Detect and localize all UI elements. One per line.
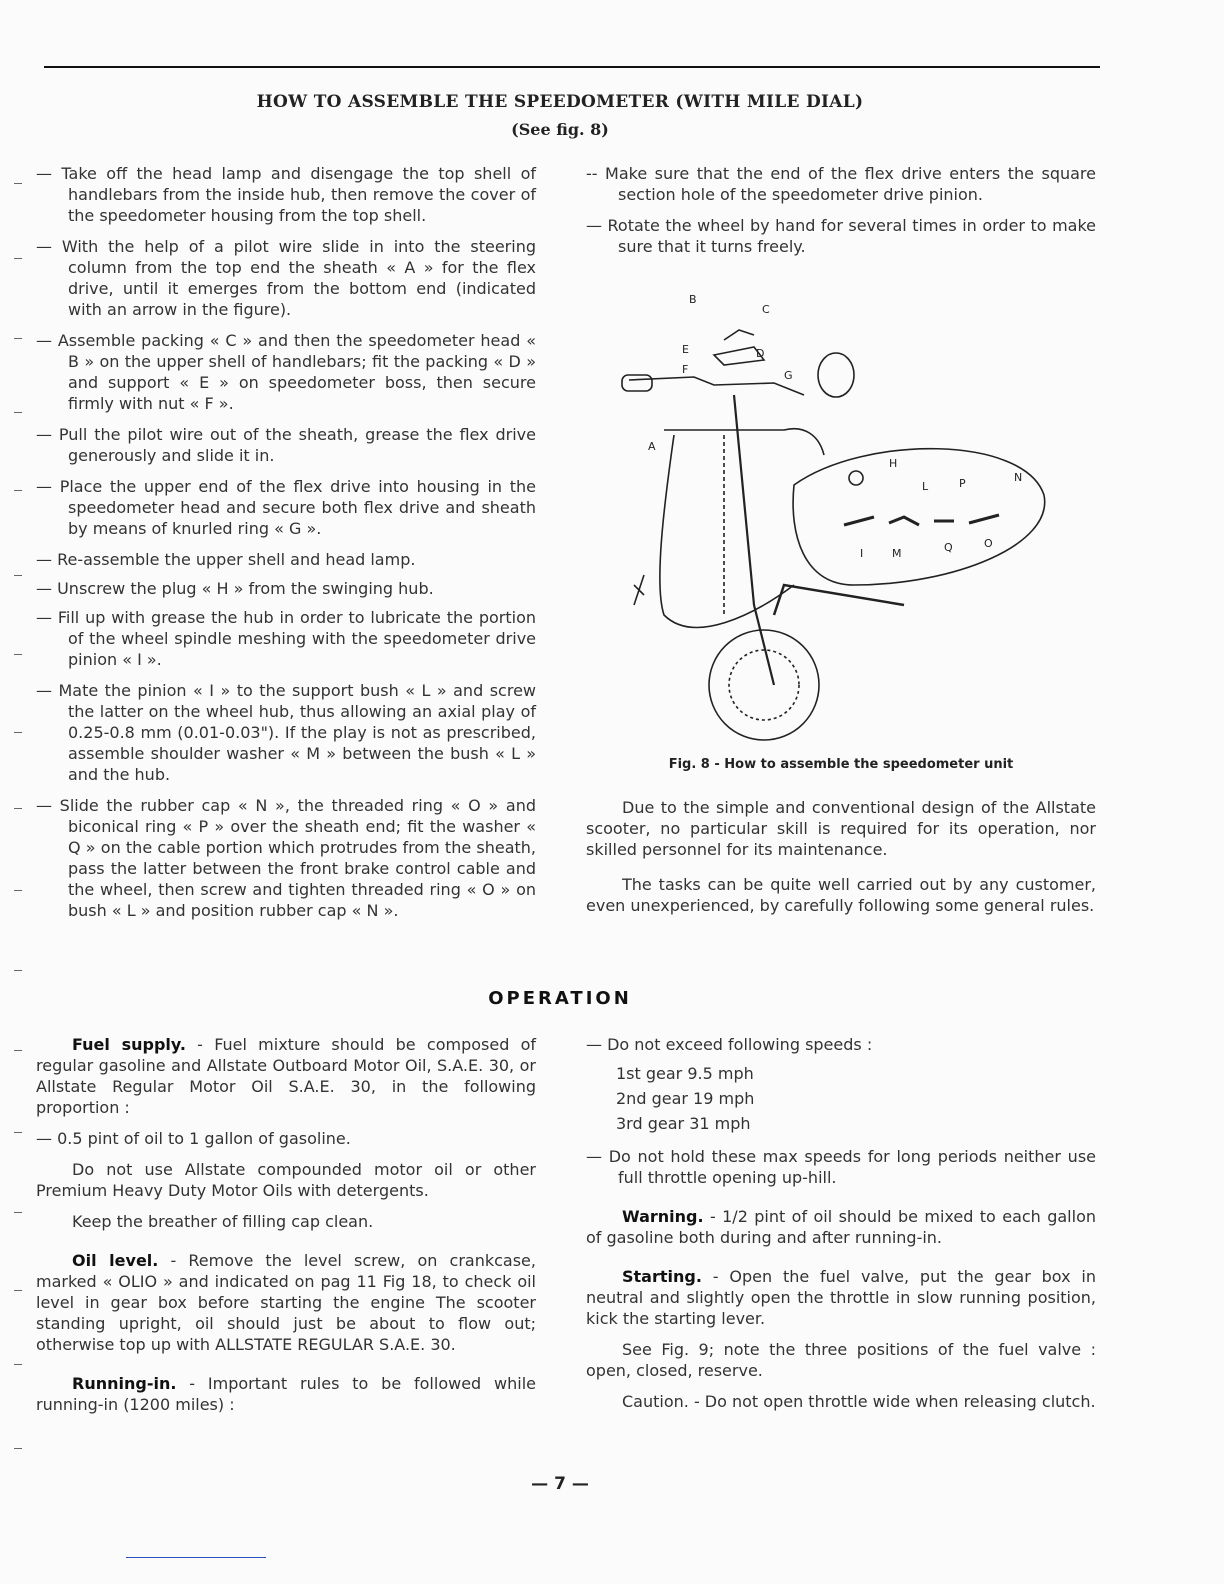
- breather-note: Keep the breather of filling cap clean.: [72, 1212, 374, 1231]
- caution-note: Caution. - Do not open throttle wide when releasing clutch.: [622, 1392, 1096, 1411]
- figure-label: G: [784, 369, 793, 382]
- assembly-step: — With the help of a pilot wire slide in into the steering column from the top end the sheath « A » for the flex drive, until it emerges from the bottom end (indicated with an arrow in the figure).: [36, 237, 536, 319]
- max-speeds-note: — Do not hold these max speeds for long periods neither use full throttle opening up-hill.: [586, 1147, 1096, 1187]
- fuel-supply-title: Fuel supply.: [72, 1035, 186, 1054]
- warning-text: - 1/2 pint of oil should be mixed to each gallon of gasoline both during and after running-in.: [586, 1207, 1096, 1247]
- figure-label: M: [892, 547, 902, 560]
- figure-label: H: [889, 457, 898, 470]
- intro-paragraph: The tasks can be quite well carried out by any customer, even unexperienced, by carefully following some general rules.: [586, 875, 1096, 915]
- assembly-step: — Pull the pilot wire out of the sheath, grease the flex drive generously and slide it in.: [36, 425, 536, 465]
- page-title: HOW TO ASSEMBLE THE SPEEDOMETER (WITH MILE DIAL): [256, 92, 864, 112]
- figure-label: C: [762, 303, 770, 316]
- figure-label: B: [689, 293, 697, 306]
- assembly-step: — Fill up with grease the hub in order to lubricate the portion of the wheel spindle meshing with the speedometer drive pinion « I ».: [36, 608, 536, 669]
- margin-mark: [14, 338, 22, 339]
- assembly-step: — Mate the pinion « I » to the support bush « L » and screw the latter on the wheel hub, thus allowing an axial play of 0.25-0.8 mm (0.01-0.03"). If the play is not as prescribed, assemble shoulder washer « M » between the bush « L » and the hub.: [36, 681, 536, 784]
- starting-text: - Open the fuel valve, put the gear box in neutral and slightly open the throttle in slow running position, kick the starting lever.: [586, 1267, 1096, 1328]
- margin-mark: [14, 970, 22, 971]
- figure-label: Q: [944, 541, 953, 554]
- running-in-text: - Important rules to be followed while running-in (1200 miles) :: [36, 1374, 536, 1414]
- figure-label: L: [922, 480, 929, 493]
- assembly-step: — Re-assemble the upper shell and head lamp.: [36, 550, 416, 569]
- intro-paragraph: Due to the simple and conventional design of the Allstate scooter, no particular skill is required for its operation, nor skilled personnel for its maintenance.: [586, 798, 1096, 859]
- running-in-title: Running-in.: [72, 1374, 177, 1393]
- speed-item: 2nd gear 19 mph: [616, 1089, 755, 1108]
- figure-label: I: [860, 547, 864, 560]
- warning-paragraph: [586, 1206, 1096, 1248]
- operation-right-column: [586, 1034, 1096, 1422]
- margin-mark: [14, 1050, 22, 1051]
- warning-title: Warning.: [622, 1207, 704, 1226]
- figure-label: O: [984, 537, 993, 550]
- figure-label: F: [682, 363, 689, 376]
- fuel-note: Do not use Allstate compounded motor oil or other Premium Heavy Duty Motor Oils with detergents.: [36, 1160, 536, 1200]
- figure-label: E: [682, 343, 689, 356]
- assembly-step: — Slide the rubber cap « N », the threaded ring « O » and biconical ring « P » over the sheath end; fit the washer « Q » on the cable portion which protrudes from the sheath, pass the latter between the front brake control cable and the wheel, then screw and tighten threaded ring « O » on bush « L » and position rubber cap « N ».: [36, 796, 536, 920]
- page-number: — 7 —: [531, 1474, 589, 1494]
- speeds-intro: — Do not exceed following speeds :: [586, 1035, 873, 1054]
- page-subtitle: (See fig. 8): [511, 120, 609, 139]
- margin-mark: [14, 1448, 22, 1449]
- oil-level-title: Oil level.: [72, 1251, 159, 1270]
- margin-mark: [14, 258, 22, 259]
- fuel-ratio: — 0.5 pint of oil to 1 gallon of gasoline.: [36, 1129, 351, 1148]
- fuel-supply-text: - Fuel mixture should be composed of regular gasoline and Allstate Outboard Motor Oil, S.A.E. 30, or Allstate Regular Motor Oil S.A.E. 30, in the following proportion :: [36, 1035, 537, 1117]
- assembly-steps-right: [586, 163, 1096, 267]
- figure-label: A: [648, 440, 656, 453]
- margin-mark: [14, 412, 22, 413]
- assembly-steps-left: [36, 163, 536, 931]
- intro-paragraphs: [586, 797, 1096, 926]
- top-rule: [44, 66, 1100, 68]
- margin-mark: [14, 654, 22, 655]
- speed-item: 1st gear 9.5 mph: [616, 1064, 754, 1083]
- margin-mark: [14, 1212, 22, 1213]
- fuel-valve-note: See Fig. 9; note the three positions of the fuel valve : open, closed, reserve.: [586, 1340, 1096, 1380]
- margin-mark: [14, 575, 22, 576]
- speed-item: 3rd gear 31 mph: [616, 1114, 751, 1133]
- margin-mark: [14, 890, 22, 891]
- margin-mark: [14, 732, 22, 733]
- oil-level-text: - Remove the level screw, on crankcase, marked « OLIO » and indicated on pag 11 Fig 18, to check oil level in gear box before starting the engine The scooter standing upright, oil should just be about to flow out; otherwise top up with ALLSTATE REGULAR S.A.E. 30.: [36, 1251, 536, 1354]
- assembly-step: — Unscrew the plug « H » from the swinging hub.: [36, 579, 434, 598]
- bottom-rule: [126, 1557, 266, 1558]
- section-heading-operation: OPERATION: [488, 988, 632, 1009]
- running-in-paragraph: [36, 1373, 536, 1415]
- assembly-step: — Rotate the wheel by hand for several times in order to make sure that it turns freely.: [586, 216, 1096, 256]
- figure-label: D: [756, 347, 765, 360]
- speedometer-assembly-figure: [604, 285, 1074, 745]
- assembly-step: -- Make sure that the end of the flex drive enters the square section hole of the speedometer drive pinion.: [586, 164, 1096, 204]
- figure-label: P: [959, 477, 966, 490]
- starting-title: Starting.: [622, 1267, 702, 1286]
- margin-mark: [14, 490, 22, 491]
- margin-mark: [14, 1132, 22, 1133]
- margin-mark: [14, 1364, 22, 1365]
- operation-left-column: [36, 1034, 536, 1425]
- figure-caption: Fig. 8 - How to assemble the speedometer unit: [668, 757, 1014, 772]
- figure-label: N: [1014, 471, 1023, 484]
- assembly-step: — Place the upper end of the flex drive into housing in the speedometer head and secure both flex drive and sheath by means of knurled ring « G ».: [36, 477, 536, 538]
- oil-level-paragraph: [36, 1250, 536, 1355]
- fuel-supply-paragraph: [36, 1034, 536, 1118]
- margin-mark: [14, 1290, 22, 1291]
- assembly-step: — Assemble packing « C » and then the speedometer head « B » on the upper shell of handlebars; fit the packing « D » and support « E » on speedometer boss, then secure firmly with nut « F ».: [36, 331, 536, 413]
- margin-mark: [14, 183, 22, 184]
- starting-paragraph: [586, 1266, 1096, 1329]
- margin-mark: [14, 808, 22, 809]
- assembly-step: — Take off the head lamp and disengage the top shell of handlebars from the inside hub, then remove the cover of the speedometer housing from the top shell.: [36, 164, 536, 225]
